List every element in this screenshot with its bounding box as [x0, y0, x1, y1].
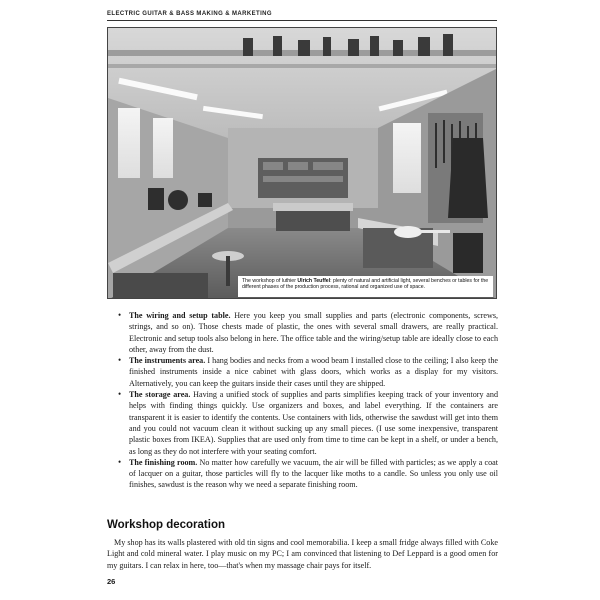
list-item [118, 355, 498, 389]
list-item [118, 457, 498, 491]
header-rule [107, 20, 497, 21]
bullet-list [118, 310, 498, 491]
list-item-text: Here you keep you small supplies and parts (electronic components, screws, strings, and so on). Those chests made of plastic, the ones with several small drawers, are really practical. Electronic and setup tools also belong in here. The office table and the wiring/setup table are ideally close to each other, away from the dust. [129, 311, 499, 354]
photo-caption [238, 276, 493, 297]
section-title: Workshop decoration [107, 519, 225, 531]
caption-name: Ulrich Teuffel [297, 278, 331, 284]
list-item-term: The wiring and setup table. [129, 311, 231, 320]
body-paragraph: My shop has its walls plastered with old tin signs and cool memorabilia. I keep a small fridge always filled with Coke Light and cold mineral water. I play music on my PC; I am convinced that listening to Def Leppard is a good omen for my guitars. I can relax in here, too—that's when my massage chair pays for itself. [107, 538, 498, 570]
list-item-text: No matter how carefully we vacuum, the air will be filled with particles; as we apply a coat of lacquer on a guitar, those particles will fly to the lacquer like moths to a candle. So unless you only use oil finishes, sawdust is the reason why we need a separate finishing room. [129, 457, 498, 490]
list-item-term: The storage area. [129, 390, 191, 400]
running-head: ELECTRIC GUITAR & BASS MAKING & MARKETING [107, 11, 272, 17]
list-item-text: Having a unified stock of supplies and parts simplifies keeping track of your inventory and helps with finding things quickly. Use organizers and boxes, and label everything. If the containers are transparent it is easier to identify the contents. Use containers with lids, otherwise the sawdust will get into them and you could not vacuum clean it without sucking up any small pieces. (I use some inexpensive, transparent plastic boxes from IKEA). Supplies that are used only from time to time can be kept in a shelf, or under a bench, as long as they do not interfere with your seating comfort. [129, 390, 498, 456]
list-item-text: I hang bodies and necks from a wood beam I installed close to the ceiling; I also keep the finished instruments inside a nice cabinet with glass doors, which works as a display for my visitors. Alternatively, you can keep the guitars inside their cases until they are shipped. [129, 356, 498, 388]
list-item [118, 389, 498, 457]
caption-suffix: : plenty of natural and artificial light, several benches or tables for the different phases of the production process, rational and organized use of space. [242, 278, 489, 291]
caption-prefix: The workshop of luthier [242, 278, 298, 284]
list-item-term: The finishing room. [129, 457, 198, 467]
workshop-photo [107, 27, 497, 299]
list-item [118, 310, 498, 355]
page-number: 26 [107, 577, 116, 586]
list-item-term: The instruments area. [129, 356, 206, 366]
